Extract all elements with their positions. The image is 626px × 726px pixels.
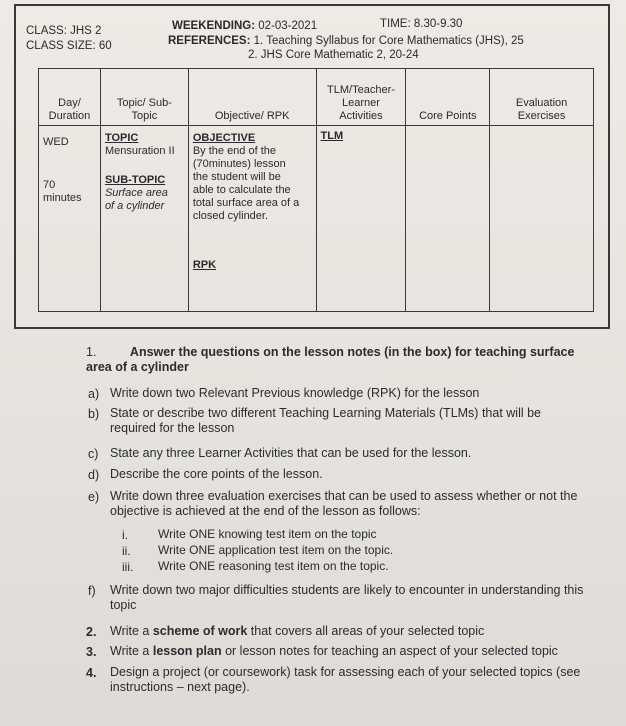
item-c-label: c) bbox=[88, 447, 99, 461]
question-2-label: 2. bbox=[86, 625, 97, 639]
item-e-ii-text: Write ONE application test item on the topic. bbox=[158, 543, 394, 557]
item-f-text: Write down two major difficulties students are likely to encounter in understanding this topic bbox=[110, 583, 584, 612]
table-row bbox=[39, 126, 594, 312]
header-objective: Objective/ RPK bbox=[188, 69, 316, 126]
item-a-label: a) bbox=[88, 387, 100, 401]
header-tlm: TLM/Teacher- Learner Activities bbox=[316, 69, 406, 126]
weekending-value: 02-03-2021 bbox=[258, 20, 318, 32]
item-c-text: State any three Learner Activities that can be used for the lesson. bbox=[110, 446, 472, 460]
time-label: TIME: 8.30-9.30 bbox=[380, 18, 463, 30]
item-e-label: e) bbox=[88, 490, 100, 504]
question-1: 1. Answer the questions on the lesson notes (in the box) for teaching surface area of a cylinder bbox=[86, 345, 575, 374]
header-day-duration: Day/ Duration bbox=[39, 69, 101, 126]
lesson-plan-table bbox=[38, 68, 594, 312]
question-2-text: Write a scheme of work that covers all areas of your selected topic bbox=[110, 624, 485, 638]
table-header-row bbox=[39, 69, 594, 126]
cell-evaluation bbox=[490, 126, 594, 312]
item-a-text: Write down two Relevant Previous knowledge (RPK) for the lesson bbox=[110, 386, 480, 400]
cell-topic: TOPIC Mensuration II SUB-TOPIC Surface area of a cylinder bbox=[100, 126, 188, 312]
item-e-i-text: Write ONE knowing test item on the topic bbox=[158, 527, 377, 541]
header-evaluation: Evaluation Exercises bbox=[490, 69, 594, 126]
reference-2: 2. JHS Core Mathematic 2, 20-24 bbox=[248, 49, 419, 61]
item-b-text: State or describe two different Teaching Learning Materials (TLMs) that will be required for the lesson bbox=[110, 406, 541, 435]
header-topic: Topic/ Sub- Topic bbox=[100, 69, 188, 126]
cell-day-duration: WED 70 minutes bbox=[39, 126, 101, 312]
references-label: REFERENCES: bbox=[168, 35, 251, 47]
item-b-label: b) bbox=[88, 407, 100, 421]
question-3-label: 3. bbox=[86, 645, 97, 659]
question-4-text: Design a project (or coursework) task for assessing each of your selected topics (see instructions – next page). bbox=[110, 665, 581, 694]
cell-objective: OBJECTIVE By the end of the (70minutes) lesson the student will be able to calculate the total surface area of a closed cylinder. RPK bbox=[188, 126, 316, 312]
cell-tlm: TLM bbox=[316, 126, 406, 312]
cell-core-points bbox=[406, 126, 490, 312]
header-core-points: Core Points bbox=[406, 69, 490, 126]
reference-1: 1. Teaching Syllabus for Core Mathematics (JHS), 25 bbox=[253, 35, 524, 47]
item-d-label: d) bbox=[88, 468, 100, 482]
item-e-i-label: i. bbox=[122, 528, 128, 542]
class-label: CLASS: JHS 2 bbox=[26, 25, 102, 37]
weekending-label: WEEKENDING: bbox=[172, 20, 256, 32]
item-f-label: f) bbox=[88, 584, 96, 598]
question-3-text: Write a lesson plan or lesson notes for teaching an aspect of your selected topic bbox=[110, 644, 558, 658]
references bbox=[168, 34, 524, 48]
item-e-iii-text: Write ONE reasoning test item on the topic. bbox=[158, 559, 389, 573]
item-e-iii-label: iii. bbox=[122, 560, 134, 574]
item-e-ii-label: ii. bbox=[122, 544, 131, 558]
weekending bbox=[172, 19, 317, 33]
item-e-text: Write down three evaluation exercises that can be used to assess whether or not the objective is achieved at the end of the lesson as follows: bbox=[110, 489, 578, 518]
question-4-label: 4. bbox=[86, 666, 97, 680]
class-size-label: CLASS SIZE: 60 bbox=[26, 40, 112, 52]
item-d-text: Describe the core points of the lesson. bbox=[110, 467, 323, 481]
